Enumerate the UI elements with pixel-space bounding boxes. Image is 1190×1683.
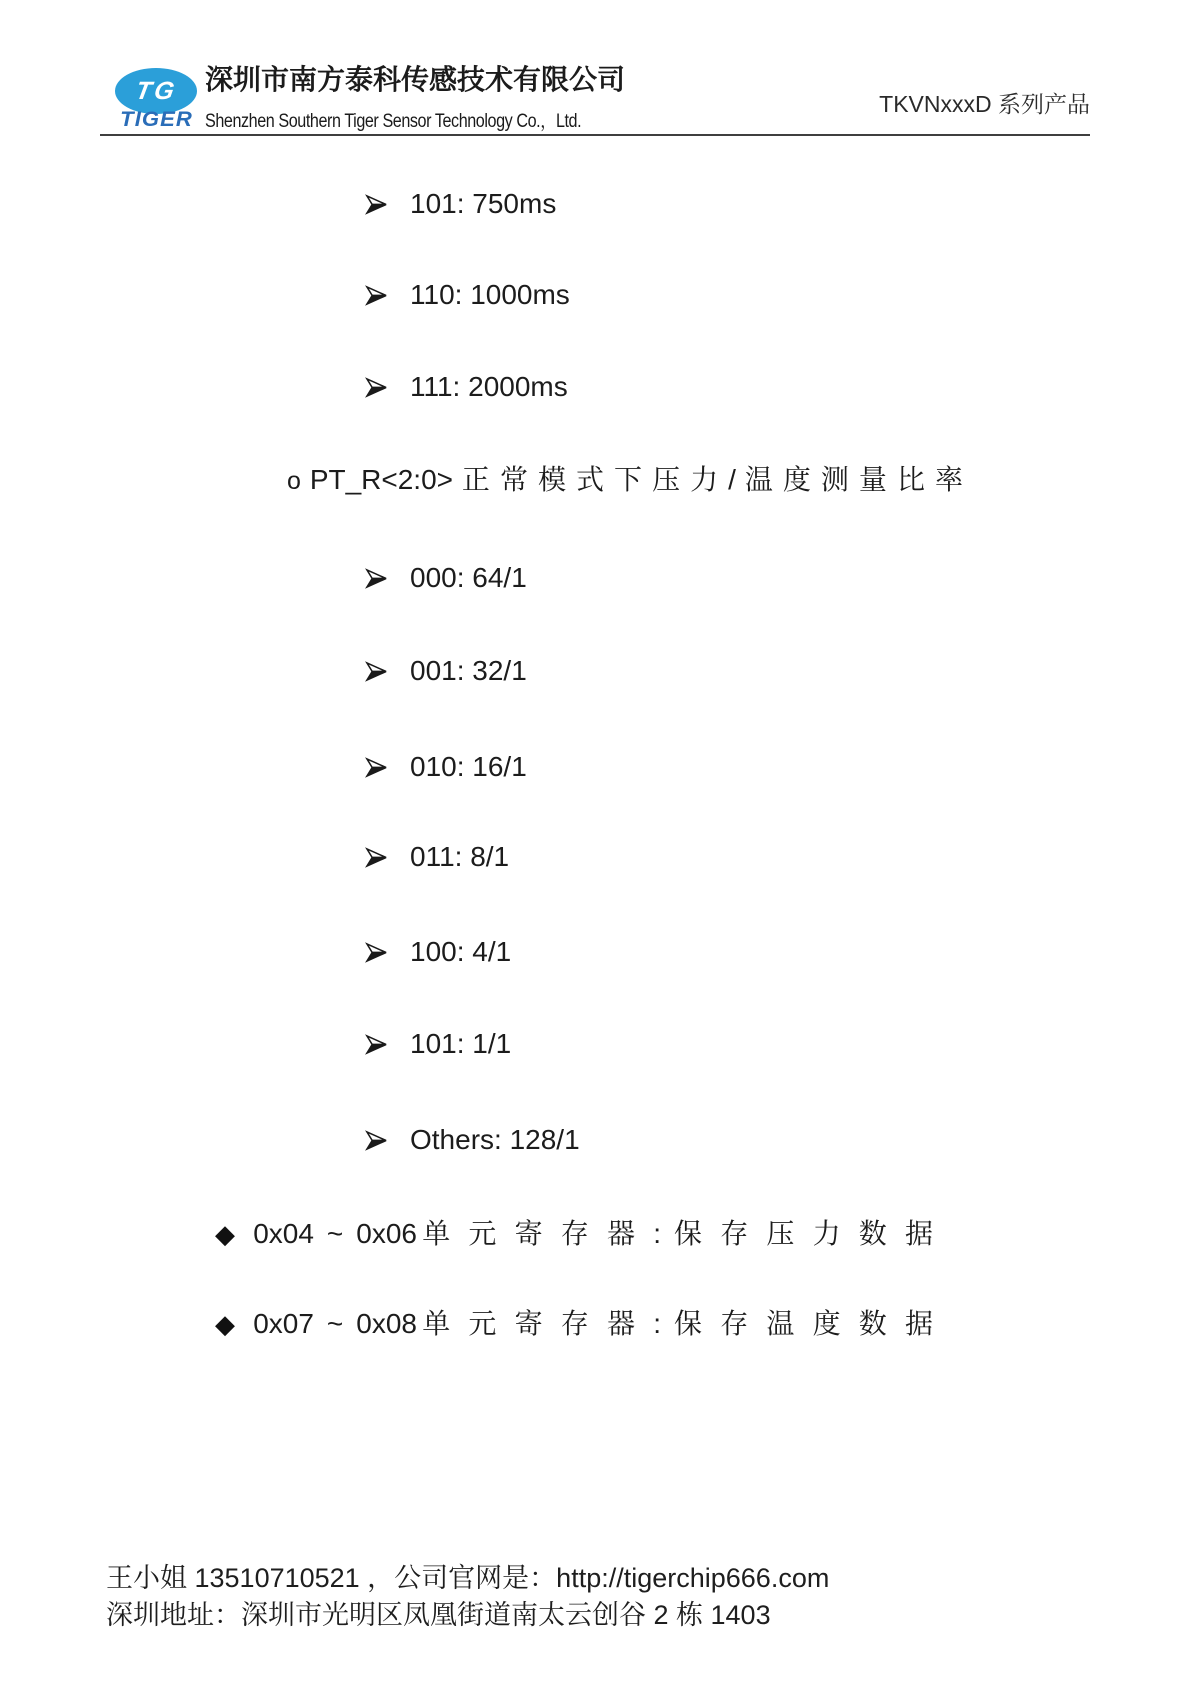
arrowhead-bullet-icon [365,279,388,300]
list-item-text: 001: 32/1 [410,655,527,686]
header-divider [100,134,1090,136]
footer-address-line: 深圳地址：深圳市光明区凤凰街道南太云创谷 2 栋 1403 [106,1600,771,1630]
diamond-bullet: ◆ [215,1309,241,1339]
register-line [215,1216,933,1252]
list-item [365,839,509,875]
list-item [365,1122,580,1158]
arrowhead-bullet-icon [365,655,388,676]
list-item [365,186,556,222]
list-item-text: 111: 2000ms [410,371,568,402]
product-series-label: TKVNxxxD 系列产品 [879,91,1090,117]
register-line [215,1306,933,1342]
list-item-text: 011: 8/1 [410,841,510,872]
list-item-text: 100: 4/1 [410,936,512,967]
list-item-text: 101: 750ms [410,188,557,219]
arrowhead-bullet-icon [365,1124,388,1145]
list-item [365,934,511,970]
circle-bullet: o [287,467,301,495]
diamond-bullet: ◆ [215,1219,241,1249]
pt-ratio-label: PT_R<2:0> [309,464,454,495]
list-item-text: Others: 128/1 [410,1124,580,1155]
pt-ratio-heading [287,462,963,499]
page-footer [106,1560,829,1634]
logo-monogram: TG [133,76,179,105]
list-item [365,369,568,405]
list-item-text: 101: 1/1 [410,1028,512,1059]
list-item-text: 110: 1000ms [410,279,570,310]
list-item [365,749,527,785]
list-item [365,560,527,596]
list-item-text: 010: 16/1 [410,751,527,782]
arrowhead-bullet-icon [365,371,388,392]
arrowhead-bullet-icon [365,936,388,957]
company-name-cn: 深圳市南方泰科传感技术有限公司 [205,64,626,95]
logo-wordmark: TIGER [120,108,193,131]
list-item [365,277,570,313]
arrowhead-bullet-icon [365,1028,388,1049]
arrowhead-bullet-icon [365,562,388,583]
arrowhead-bullet-icon [365,751,388,772]
register-line-text: 0x04 ~ 0x06单 元 寄 存 器 : 保 存 压 力 数 据 [253,1218,934,1249]
list-item [365,653,527,689]
register-line-text: 0x07 ~ 0x08单 元 寄 存 器 : 保 存 温 度 数 据 [253,1308,934,1339]
pt-ratio-description: 正 常 模 式 下 压 力 / 温 度 测 量 比 率 [461,464,963,495]
footer-contact-line: 王小姐 13510710521 ，公司官网是：http://tigerchip666.com [106,1563,830,1593]
arrowhead-bullet-icon [365,188,388,209]
arrowhead-bullet-icon [365,841,388,862]
list-item-text: 000: 64/1 [410,562,527,593]
company-name-en: Shenzhen Southern Tiger Sensor Technology Co.，Ltd. [205,111,582,132]
list-item [365,1026,511,1062]
